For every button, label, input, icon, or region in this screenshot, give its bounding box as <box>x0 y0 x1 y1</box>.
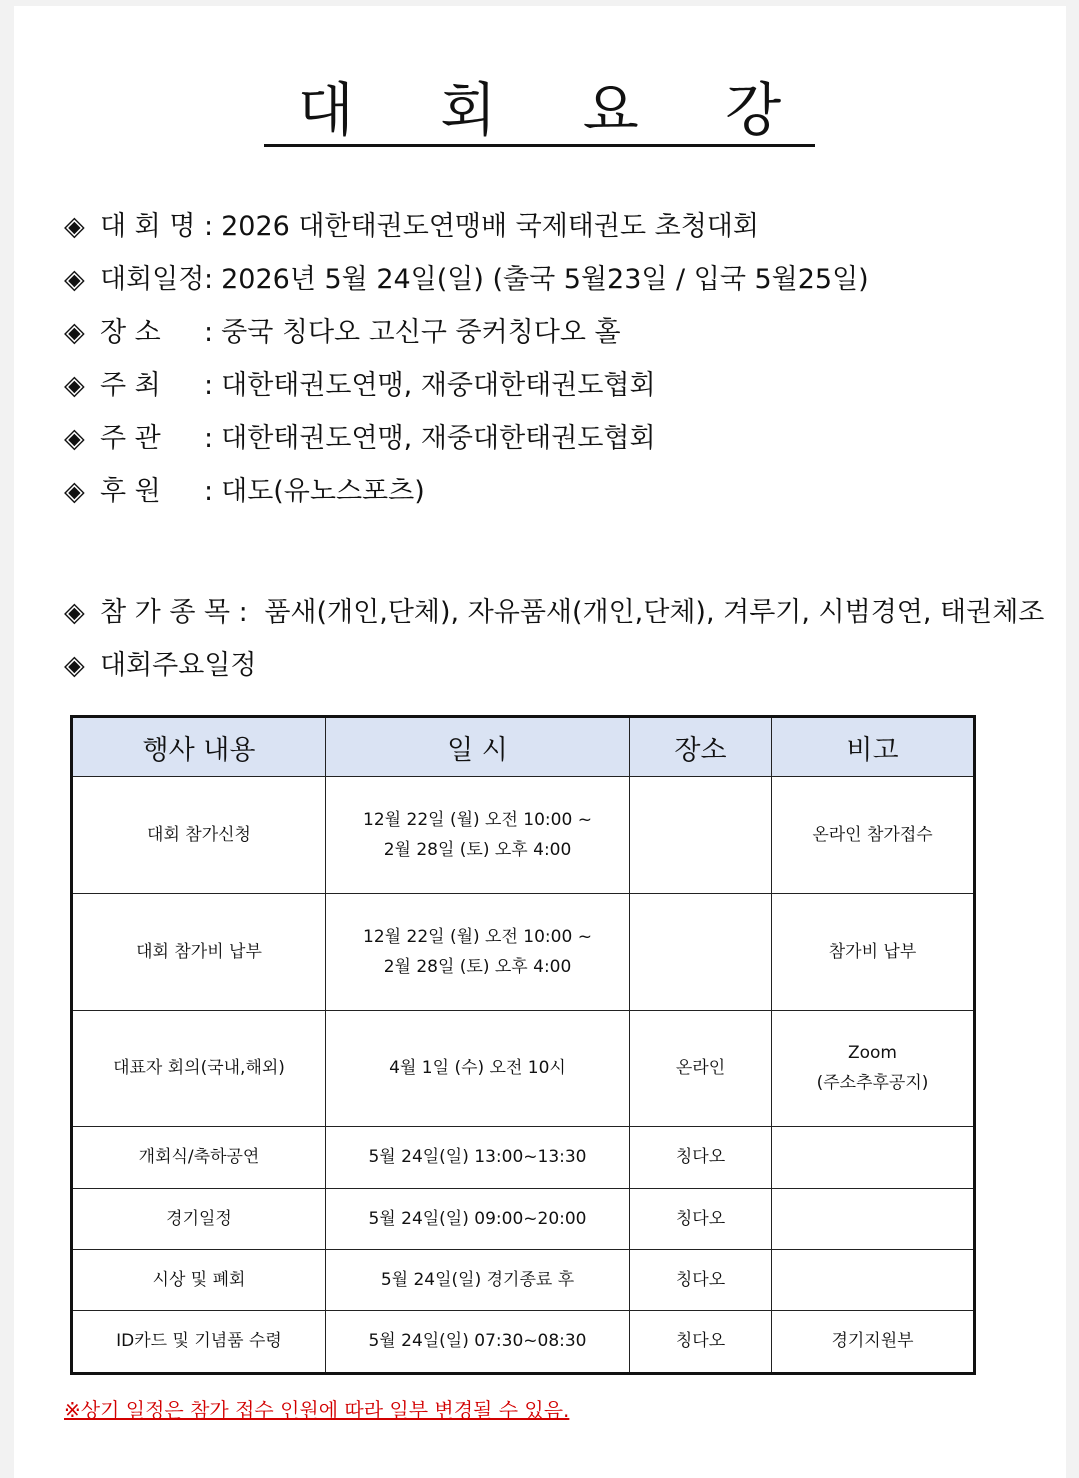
footnote: ※상기 일정은 참가 접수 인원에 따라 일부 변경될 수 있음. <box>64 1398 570 1422</box>
cell-datetime <box>326 1010 630 1127</box>
document-title: 대 회 요 강 <box>264 78 815 147</box>
cell-event: 대표자 회의(국내,해외) <box>72 1010 326 1127</box>
info-label: 주 관 <box>100 423 161 454</box>
colon: : <box>204 317 214 348</box>
events-label: 참 가 종 목 <box>100 597 231 628</box>
colon: : <box>204 211 214 242</box>
date-line-1: 12월 22일 (월) 오전 10:00 ~ <box>363 809 592 830</box>
schedule-heading-row <box>64 649 257 683</box>
cell-event: 대회 참가비 납부 <box>72 893 326 1010</box>
diamond-icon: ◈ <box>64 476 85 507</box>
colon: : <box>204 370 214 401</box>
table-row <box>72 777 975 894</box>
date-line-1: 5월 24일(일) 경기종료 후 <box>380 1269 575 1290</box>
date-line-1: 5월 24일(일) 09:00~20:00 <box>368 1208 587 1229</box>
diamond-icon: ◈ <box>64 317 85 348</box>
cell-place <box>630 893 772 1010</box>
colon: : <box>204 264 214 295</box>
table-row <box>72 1249 975 1310</box>
header-datetime: 일 시 <box>326 717 630 777</box>
schedule-table <box>70 715 976 1375</box>
info-value: 대한태권도연맹, 재중대한태권도협회 <box>221 370 656 401</box>
note-line-2: (주소추후공지) <box>816 1073 929 1094</box>
cell-datetime <box>326 777 630 894</box>
cell-note <box>772 1310 975 1373</box>
diamond-icon: ◈ <box>64 423 85 454</box>
cell-event: 대회 참가신청 <box>72 777 326 894</box>
info-row-organizer <box>64 422 656 456</box>
colon: : <box>204 476 214 507</box>
table-row <box>72 1127 975 1188</box>
info-label: 주 최 <box>100 370 161 401</box>
cell-datetime <box>326 1127 630 1188</box>
date-line-1: 5월 24일(일) 13:00~13:30 <box>368 1147 587 1168</box>
cell-note <box>772 1249 975 1310</box>
date-line-2: 2월 28일 (토) 오후 4:00 <box>383 839 572 860</box>
table-row <box>72 893 975 1010</box>
info-row-sponsor <box>64 475 425 509</box>
note-line-1: Zoom <box>847 1043 897 1064</box>
info-value: 중국 칭다오 고신구 중커칭다오 홀 <box>221 317 621 348</box>
cell-datetime <box>326 1310 630 1373</box>
table-row <box>72 1188 975 1249</box>
cell-note <box>772 1127 975 1188</box>
info-row-date <box>64 263 869 297</box>
cell-note <box>772 777 975 894</box>
info-value: 대한태권도연맹, 재중대한태권도협회 <box>221 423 656 454</box>
table-header-row <box>72 717 975 777</box>
cell-note <box>772 1188 975 1249</box>
date-line-1: 12월 22일 (월) 오전 10:00 ~ <box>363 926 592 947</box>
header-event: 행사 내용 <box>72 717 326 777</box>
cell-event: 경기일정 <box>72 1188 326 1249</box>
document-title-wrap <box>0 78 1079 147</box>
cell-place <box>630 777 772 894</box>
diamond-icon: ◈ <box>64 211 85 242</box>
events-value: 품새(개인,단체), 자유품새(개인,단체), 겨루기, 시범경연, 태권체조 <box>264 597 1045 628</box>
header-place: 장소 <box>630 717 772 777</box>
cell-event: 개회식/축하공연 <box>72 1127 326 1188</box>
cell-place: 칭다오 <box>630 1127 772 1188</box>
info-row-venue <box>64 316 621 350</box>
note-line-1: 참가비 납부 <box>828 941 917 962</box>
cell-place: 칭다오 <box>630 1310 772 1373</box>
info-label: 대회일정 <box>100 264 205 295</box>
cell-place: 칭다오 <box>630 1188 772 1249</box>
cell-event: ID카드 및 기념품 수령 <box>72 1310 326 1373</box>
diamond-icon: ◈ <box>64 370 85 401</box>
cell-note <box>772 893 975 1010</box>
schedule-heading: 대회주요일정 <box>100 650 257 681</box>
colon: : <box>230 597 257 628</box>
info-label: 대 회 명 <box>100 211 196 242</box>
note-line-1: 온라인 참가접수 <box>812 824 933 845</box>
colon: : <box>204 423 214 454</box>
info-row-host <box>64 369 656 403</box>
diamond-icon: ◈ <box>64 264 85 295</box>
cell-datetime <box>326 1249 630 1310</box>
cell-place: 칭다오 <box>630 1249 772 1310</box>
cell-place: 온라인 <box>630 1010 772 1127</box>
cell-event: 시상 및 폐회 <box>72 1249 326 1310</box>
info-value: 2026 대한태권도연맹배 국제태권도 초청대회 <box>221 211 759 242</box>
cell-note <box>772 1010 975 1127</box>
table-row <box>72 1310 975 1373</box>
date-line-1: 4월 1일 (수) 오전 10시 <box>389 1058 566 1079</box>
info-label: 후 원 <box>100 476 161 507</box>
info-value: 대도(유노스포츠) <box>221 476 425 507</box>
table-row <box>72 1010 975 1127</box>
header-note: 비고 <box>772 717 975 777</box>
cell-datetime <box>326 1188 630 1249</box>
note-line-1: 경기지원부 <box>831 1331 914 1352</box>
date-line-1: 5월 24일(일) 07:30~08:30 <box>368 1331 587 1352</box>
date-line-2: 2월 28일 (토) 오후 4:00 <box>383 956 572 977</box>
diamond-icon: ◈ <box>64 597 85 628</box>
info-label: 장 소 <box>100 317 161 348</box>
info-row-name <box>64 210 759 244</box>
info-value: 2026년 5월 24일(일) (출국 5월23일 / 입국 5월25일) <box>221 264 869 295</box>
info-row-events <box>64 596 1044 630</box>
cell-datetime <box>326 893 630 1010</box>
diamond-icon: ◈ <box>64 650 85 681</box>
